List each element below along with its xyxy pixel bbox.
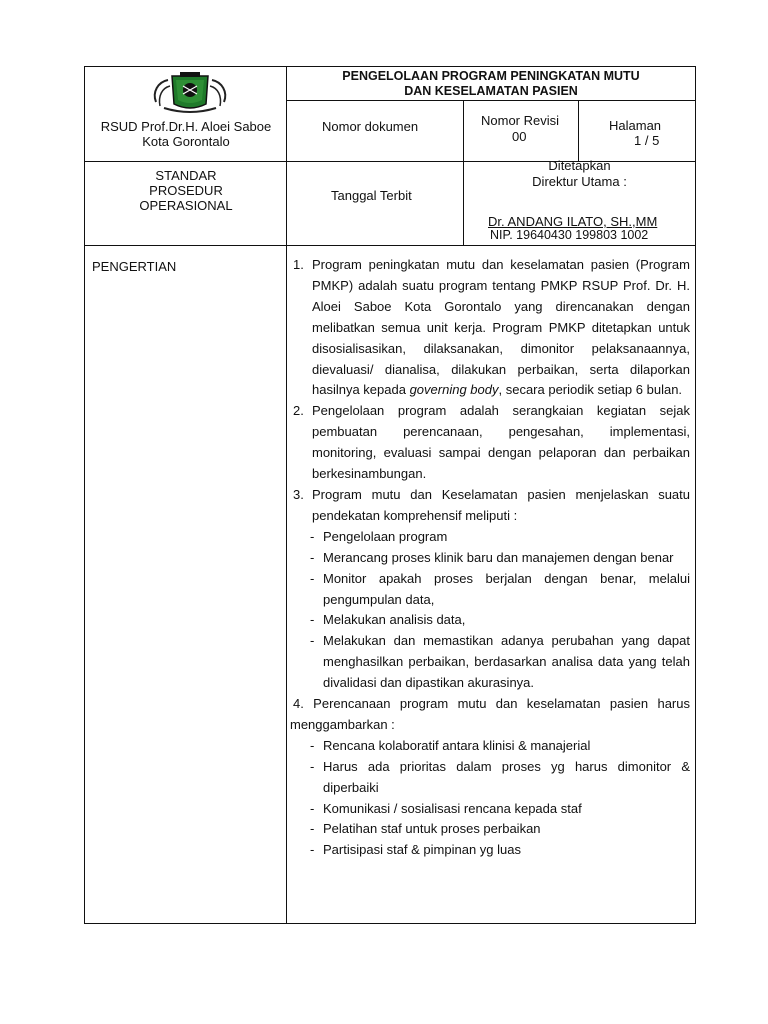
sub-item-text: Partisipasi staf & pimpinan yg luas <box>323 842 521 858</box>
dash: - <box>310 549 315 565</box>
issue-date-label: Tanggal Terbit <box>331 188 412 203</box>
sub-list-item <box>290 819 690 840</box>
page-divider <box>578 100 579 161</box>
item-text: Program peningkatan mutu dan keselamatan pasien (Program PMKP) adalah suatu program tentang PMKP RSUP Prof. Dr. H. Aloei Saboe Kota Gorontalo yang direncanakan dengan melibatkan semua unit kerja. Program PMKP ditetapkan untuk disosialisasikan, dilaksanakan, dimonitor pelaksanaannya, dievaluasi/ dianalisa, dilakukan perbaikan, serta dilaporkan hasilnya kepada <box>312 257 690 398</box>
established-label: Ditetapkan <box>548 158 611 173</box>
title-divider <box>286 100 696 101</box>
dash: - <box>310 570 315 586</box>
director-label: Direktur Utama : <box>532 174 627 189</box>
dash: - <box>310 528 315 544</box>
director-nip: NIP. 19640430 199803 1002 <box>490 228 649 242</box>
document-title-line2: DAN KESELAMATAN PASIEN <box>404 84 578 98</box>
sop-line1: STANDAR <box>155 168 217 183</box>
dash: - <box>310 612 315 628</box>
hospital-logo <box>150 70 230 116</box>
sub-item-text: Pelatihan staf untuk proses perbaikan <box>323 821 541 837</box>
dash: - <box>310 633 315 649</box>
section-label: PENGERTIAN <box>92 259 177 274</box>
sub-list-item <box>290 569 690 611</box>
definition-item <box>290 485 690 527</box>
item-text: Program mutu dan Keselamatan pasien menjelaskan suatu pendekatan komprehensif meliputi : <box>312 486 690 523</box>
sub-list-item <box>290 548 690 569</box>
doc-number-label: Nomor dokumen <box>322 119 419 134</box>
dash: - <box>310 758 315 774</box>
dash: - <box>310 800 315 816</box>
page-label: Halaman <box>609 118 662 133</box>
definition-item <box>290 401 690 485</box>
item-text-end: , secara periodik setiap 6 bulan. <box>498 382 683 398</box>
sub-list-item <box>290 631 690 694</box>
dash: - <box>310 821 315 837</box>
item-number: 2. <box>293 403 304 419</box>
sop-line2: PROSEDUR <box>149 183 223 198</box>
document-title-line1: PENGELOLAAN PROGRAM PENINGKATAN MUTU <box>342 69 640 83</box>
sub-item-text: Melakukan analisis data, <box>323 612 466 628</box>
sop-line3: OPERASIONAL <box>139 198 233 213</box>
sub-item-text: Rencana kolaboratif antara klinisi & manajerial <box>323 737 591 753</box>
sub-list-item <box>290 757 690 799</box>
sub-list-item <box>290 840 690 861</box>
revision-label: Nomor Revisi <box>481 113 560 128</box>
page-value: 1 / 5 <box>634 133 660 148</box>
sub-item-text: Merancang proses klinik baru dan manajemen dengan benar <box>323 549 674 565</box>
sub-item-text: Melakukan dan memastikan adanya perubahan yang dapat menghasilkan perbaikan, berdasarkan analisa data yang telah divalidasi dan dipastikan akurasinya. <box>323 633 690 691</box>
sub-list-item <box>290 610 690 631</box>
item-text: Perencanaan program mutu dan keselamatan pasien harus menggambarkan : <box>290 696 690 732</box>
sub-item-text: Monitor apakah proses berjalan dengan benar, melalui pengumpulan data, <box>323 570 690 607</box>
item-number: 1. <box>293 257 304 272</box>
document-title <box>288 69 694 99</box>
dash: - <box>310 842 315 858</box>
sop-label <box>86 168 286 213</box>
hospital-name-text: RSUD Prof.Dr.H. Aloei Saboe Kota Gorontalo <box>100 119 272 149</box>
revision-value: 00 <box>512 129 527 144</box>
definition-item <box>290 255 690 401</box>
item-text: Pengelolaan program adalah serangkaian kegiatan sejak pembuatan perencanaan, pengesahan, implementasi, monitoring, evaluasi sampai dengan pelaporan dan perbaikan berkesinambungan. <box>312 403 690 482</box>
sub-item-text: Harus ada prioritas dalam proses yg harus dimonitor & diperbaiki <box>323 758 690 795</box>
item-text-italic: governing body <box>409 382 499 398</box>
sub-item-text: Komunikasi / sosialisasi rencana kepada staf <box>323 800 582 816</box>
sub-list-item <box>290 799 690 820</box>
hospital-name <box>86 119 286 149</box>
dash: - <box>310 737 315 753</box>
sub-list-item <box>290 736 690 757</box>
definition-item <box>290 694 690 736</box>
sop-divider <box>84 245 696 246</box>
definition-list <box>290 255 690 861</box>
column-divider <box>286 66 287 924</box>
item-number: 4. <box>293 696 304 712</box>
director-name: Dr. ANDANG ILATO, SH.,MM <box>488 214 658 229</box>
sub-item-text: Pengelolaan program <box>323 528 448 544</box>
item-number: 3. <box>293 486 304 502</box>
sub-list-item <box>290 527 690 548</box>
